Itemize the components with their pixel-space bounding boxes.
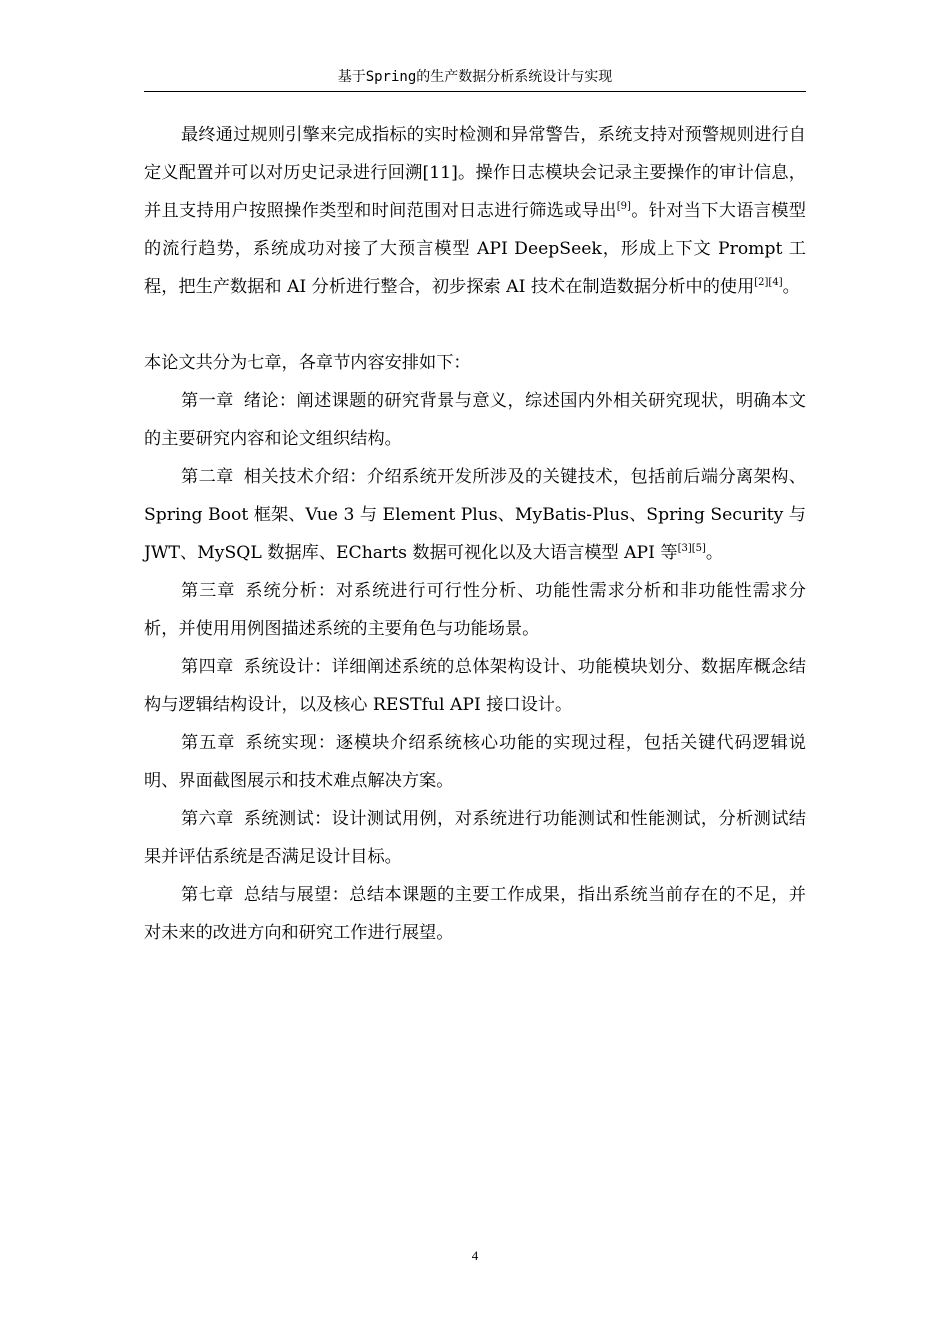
chapter-7-item [144, 876, 806, 952]
chapter-4-item [144, 648, 806, 724]
citation-9: [9] [616, 201, 631, 212]
chapter-title: 第一章 [181, 391, 234, 411]
chapter-title: 第三章 [181, 581, 236, 601]
chapter-title: 第四章 [181, 657, 234, 677]
chapter-title: 第七章 [181, 885, 234, 905]
intro-text-1: 最终通过规则引擎来完成指标的实时检测和异常警告，系统支持对预警规则进行自定义配置并可以对历史记录进行回溯[11]。操作日志模块会记录主要操作的审计信息，并且支持用户按照操作类型和时间范围对日志进行筛选或导出 [144, 125, 806, 221]
paragraph-gap [144, 306, 806, 344]
chapter-text: 总结与展望：总结本课题的主要工作成果，指出系统当前存在的不足，并对未来的改进方向和研究工作进行展望。 [144, 885, 806, 943]
citation-3-5: [3][5] [677, 543, 706, 554]
chapter-title: 第五章 [181, 733, 236, 753]
intro-text-end: 。 [782, 277, 800, 297]
chapter-title: 第六章 [181, 809, 234, 829]
chapter-5-item [144, 724, 806, 800]
page-number: 4 [471, 1248, 479, 1263]
citation-2-4: [2][4] [754, 277, 783, 288]
chapter-title: 第二章 [181, 467, 234, 487]
chapter-6-item [144, 800, 806, 876]
intro-paragraph [144, 116, 806, 306]
chapter-text: 系统分析：对系统进行可行性分析、功能性需求分析和非功能性需求分析，并使用用例图描述系统的主要角色与功能场景。 [144, 581, 806, 639]
chapter-text: 系统测试：设计测试用例，对系统进行功能测试和性能测试，分析测试结果并评估系统是否满足设计目标。 [144, 809, 806, 867]
chapter-2-item [144, 458, 806, 572]
body-text [144, 116, 806, 952]
running-header: 基于Spring的生产数据分析系统设计与实现 [337, 69, 613, 85]
chapter-text: 绪论：阐述课题的研究背景与意义，综述国内外相关研究现状，明确本文的主要研究内容和论文组织结构。 [144, 391, 806, 449]
outline-intro: 本论文共分为七章，各章节内容安排如下： [144, 353, 471, 373]
chapter-text: 系统设计：详细阐述系统的总体架构设计、功能模块划分、数据库概念结构与逻辑结构设计，以及核心 RESTful API 接口设计。 [144, 657, 806, 715]
chapter-1-item [144, 382, 806, 458]
chapter-text: 相关技术介绍：介绍系统开发所涉及的关键技术，包括前后端分离架构、Spring Boot 框架、Vue 3 与 Element Plus、MyBatis-Plus、Spring Security 与 JWT、MySQL 数据库、ECharts 数据可视化以及大语言模型 API 等 [144, 467, 806, 563]
chapter-text: 系统实现：逐模块介绍系统核心功能的实现过程，包括关键代码逻辑说明、界面截图展示和技术难点解决方案。 [144, 733, 806, 791]
chapter-text-end: 。 [705, 543, 724, 563]
intro-text-2: 。针对当下大语言模型的流行趋势，系统成功对接了大预言模型 API DeepSeek，形成上下文 Prompt 工程，把生产数据和 AI 分析进行整合，初步探索 AI 技术在制造数据分析中的使用 [144, 201, 806, 297]
chapter-3-item [144, 572, 806, 648]
header-rule [144, 91, 806, 92]
